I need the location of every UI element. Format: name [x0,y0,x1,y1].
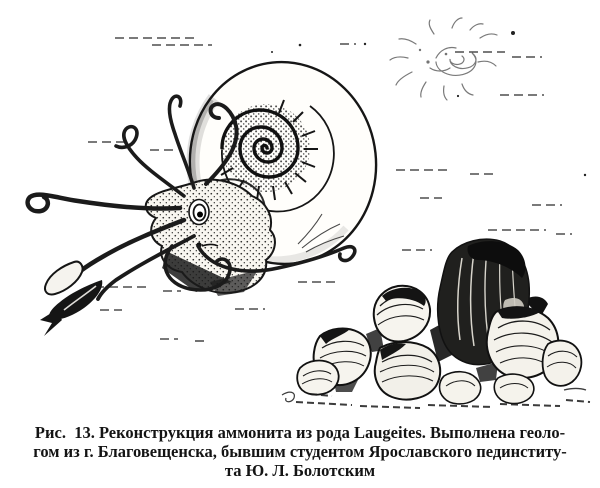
caption-line-3: та Ю. Л. Болотским [224,461,376,480]
ammonite-eye [189,200,209,225]
ammonite-head [146,180,275,296]
mussel-cluster [297,239,581,404]
caption-line-2: гом из г. Благовещенска, бывшим студентом Ярославского пединститу- [33,442,567,461]
mussel-round-shell [374,286,430,342]
tentacle-loop-left [116,127,184,196]
figure-caption [0,423,600,480]
mussel-far-right [543,341,582,386]
mussel-small-left [297,361,338,395]
caption-line-1: Рис. 13. Реконструкция аммонита из рода Laugeites. Выполнена геоло- [34,423,566,442]
eye-pupil [197,212,203,218]
distant-ammonite-sketch [390,18,497,100]
mussel-center-fan [375,342,440,400]
captured-fish [40,262,102,336]
ammonite [28,53,386,336]
